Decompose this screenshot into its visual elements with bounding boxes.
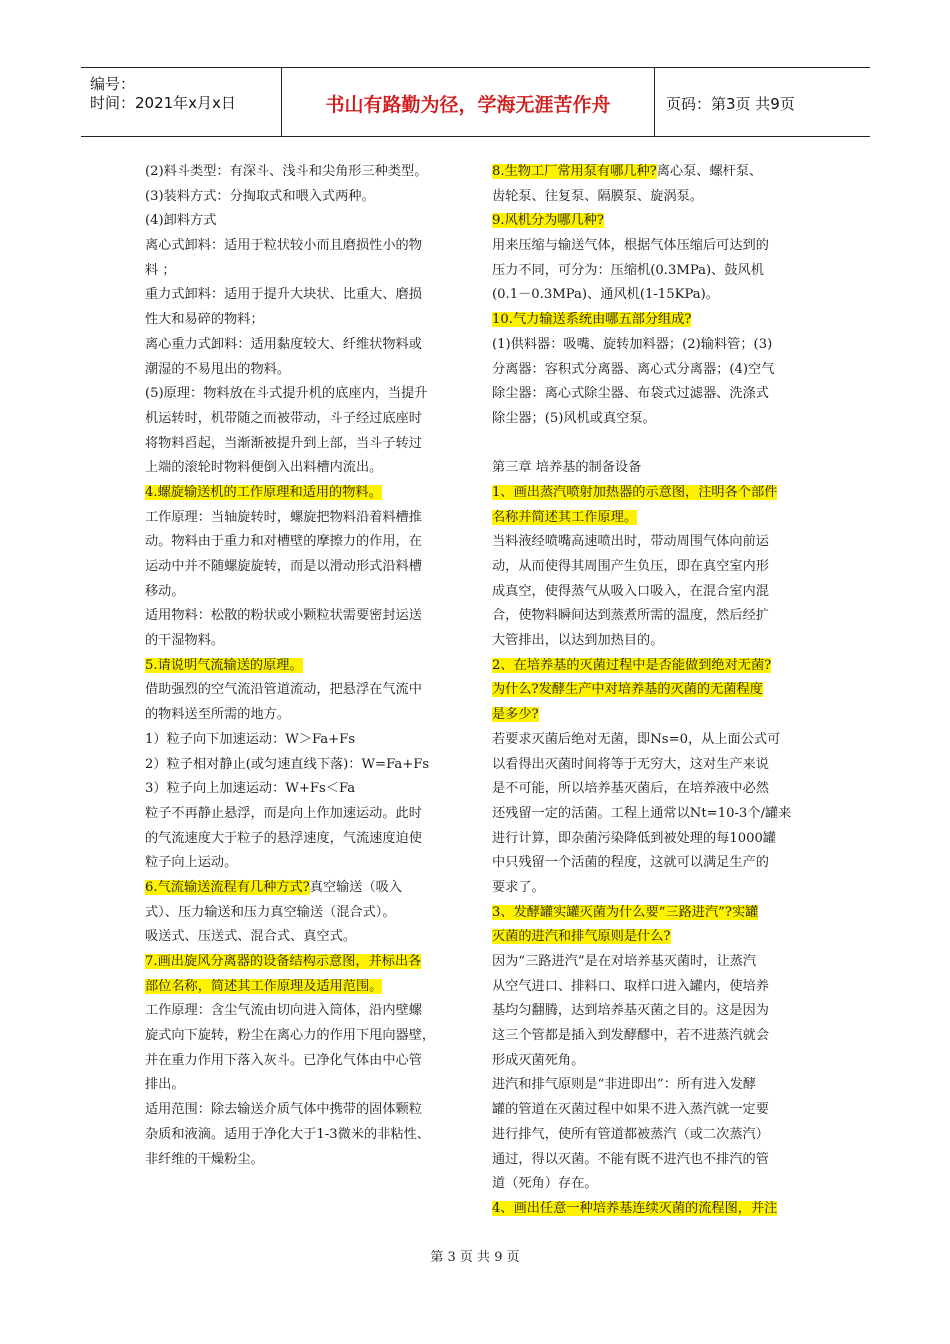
line-text: 动，从而使得其周围产生负压，即在真空室内形	[492, 559, 769, 574]
text-line	[145, 432, 467, 457]
text-line	[492, 827, 810, 852]
line-text: 排出。	[145, 1077, 185, 1093]
line-text: 成真空，使得蒸气从吸入口吸入，在混合室内混	[492, 583, 769, 599]
text-line	[145, 1073, 467, 1098]
line-text: 杂质和液滴。适用于净化大于1-3微米的非粘性、	[145, 1126, 430, 1142]
text-line	[492, 975, 810, 1000]
serial-number-label: 编号：	[90, 75, 136, 93]
text-line	[492, 901, 810, 926]
line-text: 这三个管都是插入到发酵醪中，若不进蒸汽就会	[492, 1028, 769, 1044]
line-text: 进行计算，即杂菌污染降低到被处理的每1000罐	[492, 830, 777, 846]
text-line	[145, 753, 467, 778]
line-text: 非纤维的干燥粉尘。	[145, 1151, 264, 1167]
text-line	[145, 160, 467, 185]
line-text: 粒子不再静止悬浮，而是向上作加速运动。此时	[145, 805, 422, 821]
line-text: 因为“三路进汽”是在对培养基灭菌时，让蒸汽	[492, 954, 757, 969]
line-text: 从空气进口、排料口、取样口进入罐内，使培养	[492, 978, 769, 994]
line-text: 并在重力作用下落入灰斗。已净化气体由中心管	[145, 1052, 422, 1068]
text-line	[492, 703, 810, 728]
text-line	[145, 407, 467, 432]
page-header	[81, 67, 870, 137]
line-text: 压力不同，可分为：压缩机(0.3MPa)、鼓风机	[492, 262, 764, 278]
text-line	[145, 1049, 467, 1074]
line-text: 适用范围：除去输送介质气体中携带的固体颗粒	[145, 1102, 422, 1118]
line-text: 工作原理：含尘气流由切向进入筒体，沿内壁螺	[145, 1003, 422, 1019]
text-line	[492, 851, 810, 876]
date-label: 时间：2021年x月x日	[90, 94, 236, 112]
text-line	[492, 678, 810, 703]
line-text: 第三章 培养基的制备设备	[492, 460, 642, 476]
text-line	[492, 481, 810, 506]
text-line	[492, 382, 810, 407]
text-line	[145, 851, 467, 876]
text-line	[492, 1148, 810, 1173]
text-line	[145, 283, 467, 308]
highlighted-question: 4.螺旋输送机的工作原理和适用的物料。	[145, 484, 382, 500]
highlighted-question: 5.请说明气流输送的原理。	[145, 657, 303, 673]
line-text: 潮湿的不易甩出的物料。	[145, 361, 291, 377]
line-text: 2）粒子相对静止(或匀速直线下落)：W=Fa+Fs	[145, 756, 430, 772]
highlighted-question: 是多少?	[492, 707, 539, 723]
text-line	[492, 432, 810, 457]
line-text: (4)卸料方式	[145, 213, 217, 229]
text-line	[145, 629, 467, 654]
line-text: 的干湿物料。	[145, 633, 225, 649]
text-line	[492, 1073, 810, 1098]
line-text: 若要求灭菌后绝对无菌，即Ns=0，从上面公式可	[492, 731, 781, 747]
text-line	[145, 703, 467, 728]
line-text: 离心重力式卸料：适用黏度较大、纤维状物料或	[145, 336, 422, 352]
text-line	[145, 827, 467, 852]
line-text: 以看得出灭菌时间将等于无穷大，这对生产来说	[492, 756, 769, 772]
line-text: 道（死角）存在。	[492, 1176, 598, 1192]
line-text: 除尘器：离心式除尘器、布袋式过滤器、洗涤式	[492, 386, 769, 402]
text-line	[145, 555, 467, 580]
text-line	[492, 728, 810, 753]
line-text: 罐的管道在灭菌过程中如果不进入蒸汽就一定要	[492, 1102, 769, 1118]
text-line	[145, 604, 467, 629]
line-text: 用来压缩与输送气体，根据气体压缩后可达到的	[492, 238, 769, 254]
line-text: 合，使物料瞬间达到蒸煮所需的温度，然后经扩	[492, 608, 769, 624]
text-line	[492, 1098, 810, 1123]
motto-text: 书山有路勤为径，学海无涯苦作舟	[325, 94, 611, 116]
line-text: 借助强烈的空气流沿管道流动，把悬浮在气流中	[145, 682, 422, 698]
text-line	[492, 604, 810, 629]
text-line	[492, 876, 810, 901]
text-line	[492, 1049, 810, 1074]
text-line	[145, 333, 467, 358]
highlighted-question: 3、发酵罐实罐灭菌为什么要“三路进汽”?实罐	[492, 904, 759, 920]
text-line	[145, 1098, 467, 1123]
text-line	[492, 950, 810, 975]
text-line	[492, 777, 810, 802]
line-text: 性大和易碎的物料；	[145, 312, 264, 328]
text-line	[492, 654, 810, 679]
line-text: 形成灭菌死角。	[492, 1052, 585, 1068]
page-number-label: 页码：第3页 共9页	[666, 95, 795, 113]
line-text: 工作原理：当轴旋转时，螺旋把物料沿着料槽推	[145, 509, 422, 525]
line-text: 将物料舀起，当渐渐被提升到上部，当斗子转过	[145, 435, 422, 451]
text-line	[492, 925, 810, 950]
text-line	[145, 1148, 467, 1173]
text-line	[145, 876, 467, 901]
text-line	[145, 950, 467, 975]
text-line	[492, 506, 810, 531]
text-line	[145, 234, 467, 259]
text-line	[145, 777, 467, 802]
line-text: 基均匀翻腾，达到培养基灭菌之目的。这是因为	[492, 1003, 769, 1019]
text-line	[492, 209, 810, 234]
line-text: 真空输送（吸入	[309, 879, 403, 895]
header-info-cell	[81, 68, 282, 136]
page-footer: 第 3 页 共 9 页	[430, 1250, 520, 1265]
text-line	[145, 456, 467, 481]
text-line	[145, 481, 467, 506]
text-line	[145, 901, 467, 926]
left-text-column	[145, 160, 467, 1172]
highlighted-question: 名称并简述其工作原理。	[492, 509, 638, 525]
line-text: 机运转时，机带随之而被带动，斗子经过底座时	[145, 410, 422, 426]
text-line	[145, 802, 467, 827]
text-line	[145, 530, 467, 555]
line-text: 进行排气，使所有管道都被蒸汽（或二次蒸汽）	[492, 1126, 769, 1142]
line-text: 的气流速度大于粒子的悬浮速度，气流速度迫使	[145, 830, 422, 846]
text-line	[492, 259, 810, 284]
text-line	[145, 382, 467, 407]
line-text: 除尘器；(5)风机或真空泵。	[492, 410, 656, 426]
text-line	[492, 283, 810, 308]
line-text: 旋式向下旋转，粉尘在离心力的作用下甩向器壁，	[145, 1028, 436, 1044]
text-line	[145, 506, 467, 531]
line-text: 离心式卸料：适用于粒状较小而且磨损性小的物	[145, 238, 422, 254]
line-text: 分离器：容积式分离器、离心式分离器；(4)空气	[492, 361, 775, 377]
highlighted-question: 8.生物工厂常用泵有哪几种?	[492, 164, 657, 179]
line-text: 粒子向上运动。	[145, 855, 238, 871]
text-line	[145, 1024, 467, 1049]
text-line	[492, 1197, 810, 1222]
line-text: (1)供料器：吸嘴、旋转加料器；(2)输料管；(3)	[492, 336, 773, 352]
line-text: 进汽和排气原则是“非进即出”：所有进入发酵	[492, 1077, 757, 1093]
text-line	[145, 358, 467, 383]
text-line	[145, 678, 467, 703]
line-text: 料 ；	[145, 262, 176, 278]
highlighted-question: 灭菌的进汽和排气原则是什么?	[492, 929, 671, 945]
line-text: 当料液经喷嘴高速喷出时，带动周围气体向前运	[492, 534, 769, 550]
line-text: 重力式卸料：适用于提升大块状、比重大、磨损	[145, 287, 422, 303]
text-line	[145, 209, 467, 234]
text-line	[492, 358, 810, 383]
text-line	[492, 308, 810, 333]
line-text: (3)装料方式：分掏取式和喂入式两种。	[145, 188, 375, 204]
line-text: 式）、压力输送和压力真空输送（混合式）。	[145, 904, 396, 920]
text-line	[145, 975, 467, 1000]
text-line	[145, 999, 467, 1024]
text-line	[492, 753, 810, 778]
line-text: (2)料斗类型：有深斗、浅斗和尖角形三种类型。	[145, 164, 428, 179]
line-text: 1）粒子向下加速运动：W＞Fa+Fs	[145, 731, 356, 747]
line-text: 吸送式、压送式、混合式、真空式。	[145, 929, 356, 945]
text-line	[492, 456, 810, 481]
highlighted-question: 4、画出任意一种培养基连续灭菌的流程图，并注	[492, 1200, 778, 1216]
highlighted-question: 2、在培养基的灭菌过程中是否能做到绝对无菌?	[492, 657, 772, 673]
text-line	[145, 580, 467, 605]
highlighted-question: 9.风机分为哪几种?	[492, 213, 604, 229]
right-text-column	[492, 160, 810, 1222]
text-line	[492, 580, 810, 605]
line-text: (0.1－0.3MPa)、通风机(1-15KPa)。	[492, 287, 719, 303]
text-line	[492, 1123, 810, 1148]
text-line	[492, 999, 810, 1024]
line-text: 要求了。	[492, 879, 545, 895]
line-text: 通过，得以灭菌。不能有既不进汽也不排汽的管	[492, 1151, 769, 1167]
text-line	[492, 160, 810, 185]
text-line	[492, 530, 810, 555]
text-line	[145, 185, 467, 210]
highlighted-question: 6.气流输送流程有几种方式?	[145, 879, 310, 895]
header-motto-cell	[282, 68, 655, 136]
line-text: 还残留一定的活菌。工程上通常以Nt=10-3个/罐来	[492, 805, 792, 821]
line-text: 动。物料由于重力和对槽壁的摩擦力的作用，在	[145, 534, 422, 550]
highlighted-question: 1、画出蒸汽喷射加热器的示意图，注明各个部件	[492, 484, 778, 500]
highlighted-question: 10.气力输送系统由哪五部分组成?	[492, 312, 692, 328]
line-text: 的物料送至所需的地方。	[145, 707, 291, 723]
line-text: 离心泵、螺杆泵、	[656, 164, 763, 179]
text-line	[492, 629, 810, 654]
text-line	[492, 234, 810, 259]
text-line	[145, 1123, 467, 1148]
line-text: 移动。	[145, 583, 185, 599]
text-line	[145, 925, 467, 950]
highlighted-question: 部位名称，简述其工作原理及适用范围。	[145, 978, 383, 994]
text-line	[145, 728, 467, 753]
line-text: 运动中并不随螺旋旋转，而是以滑动形式沿料槽	[145, 559, 422, 574]
text-line	[492, 802, 810, 827]
header-page-cell	[656, 68, 870, 136]
line-text: 适用物料：松散的粉状或小颗粒状需要密封运送	[145, 608, 422, 624]
text-line	[145, 654, 467, 679]
line-text: 上端的滚轮时物料便倒入出料槽内流出。	[145, 460, 383, 476]
highlighted-question: 为什么?发酵生产中对培养基的灭菌的无菌程度	[492, 682, 763, 698]
highlighted-question: 7.画出旋风分离器的设备结构示意图，并标出各	[145, 954, 422, 969]
text-line	[492, 555, 810, 580]
text-line	[492, 333, 810, 358]
line-text: 中只残留一个活菌的程度，这就可以满足生产的	[492, 855, 769, 871]
line-text: 齿轮泵、往复泵、隔膜泵、旋涡泵。	[492, 188, 703, 204]
text-line	[492, 1024, 810, 1049]
text-line	[145, 259, 467, 284]
line-text: 是不可能，所以培养基灭菌后，在培养液中必然	[492, 781, 769, 797]
line-text: (5)原理：物料放在斗式提升机的底座内，当提升	[145, 386, 428, 402]
line-text: 3）粒子向上加速运动：W+Fs＜Fa	[145, 781, 356, 797]
text-line	[492, 1172, 810, 1197]
text-line	[492, 407, 810, 432]
text-line	[145, 308, 467, 333]
text-line	[492, 185, 810, 210]
line-text: 大管排出，以达到加热目的。	[492, 633, 664, 649]
